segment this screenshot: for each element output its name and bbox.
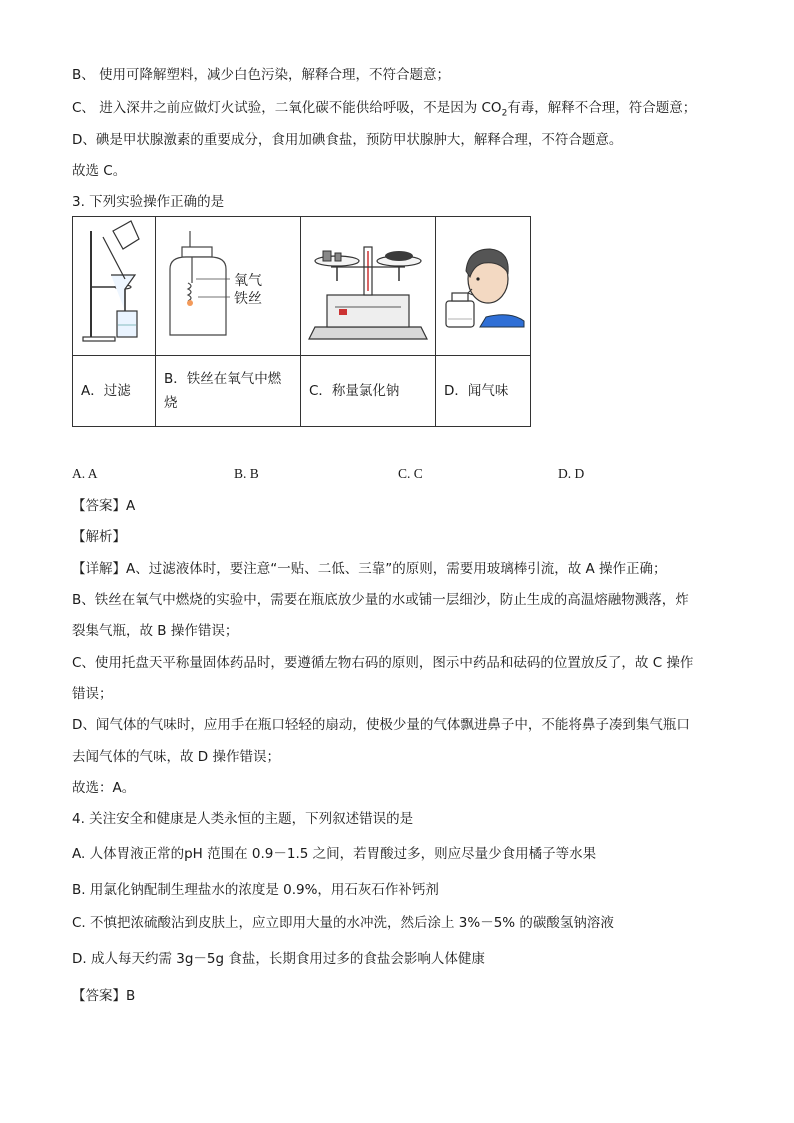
detail-line: B、铁丝在氧气中燃烧的实验中，需要在瓶底放少量的水或铺一层细沙，防止生成的高温熔融物溅落，炸 (72, 592, 689, 608)
detail-line: 裂集气瓶，故 B 操作错误； (72, 623, 239, 639)
question-4-stem: 4. 关注安全和健康是人类永恒的主题，下列叙述错误的是 (72, 811, 414, 827)
detail-line: 故选：A。 (72, 780, 136, 796)
caption-b: B．铁丝在氧气中燃烧 (156, 356, 301, 427)
label-iron-wire: 铁丝 (234, 291, 262, 307)
text-segment: 有毒，解释不合理，符合题意； (507, 100, 697, 116)
question-4-option-b: B. 用氯化钠配制生理盐水的浓度是 0.9%，用石灰石作补钙剂 (72, 882, 439, 898)
option-b: B. B (234, 466, 259, 481)
iron-combustion-figure (156, 217, 301, 356)
caption-d: D．闻气味 (436, 356, 531, 427)
caption-a: A．过滤 (73, 356, 156, 427)
label-oxygen: 氧气 (234, 273, 262, 289)
detail-line: 去闻气体的气味，故 D 操作错误； (72, 749, 280, 765)
detail-line: C、使用托盘天平称量固体药品时，要遵循左物右码的原则，图示中药品和砝码的位置放反了，故 C 操作 (72, 655, 694, 671)
detail-line: 【详解】A、过滤液体时，要注意“一贴、二低、三靠”的原则，需要用玻璃棒引流，故 A 操作正确； (72, 561, 667, 577)
option-a: A. A (72, 466, 98, 481)
question-4-option-c: C. 不慎把浓硫酸沾到皮肤上，应立即用大量的水冲洗，然后涂上 3%－5% 的碳酸氢钠溶液 (72, 915, 614, 931)
text-line (72, 99, 696, 123)
option-d: D. D (558, 466, 585, 481)
answer-label: 【答案】B (72, 988, 136, 1004)
text-line: D、碘是甲状腺激素的重要成分，食用加碘食盐，预防甲状腺肿大，解释合理，不符合题意。 (72, 132, 623, 148)
iron-combustion-illustration (156, 217, 300, 351)
question-4-option-a: A. 人体胃液正常的pH 范围在 0.9－1.5 之间，若胃酸过多，则应尽量少食用橘子等水果 (72, 846, 597, 862)
caption-c: C．称量氯化钠 (301, 356, 436, 427)
filtration-figure (73, 217, 156, 356)
text-line: 故选 C。 (72, 163, 127, 179)
analysis-label: 【解析】 (72, 529, 126, 545)
option-c: C. C (398, 466, 423, 481)
text-segment: C、 进入深井之前应做灯火试验，二氧化碳不能供给呼吸，不是因为 CO (72, 100, 502, 116)
balance-illustration (301, 217, 435, 351)
question-4-option-d: D. 成人每天约需 3g－5g 食盐，长期食用过多的食盐会影响人体健康 (72, 951, 485, 967)
text-line: B、 使用可降解塑料，减少白色污染，解释合理，不符合题意； (72, 67, 451, 83)
experiment-table (72, 216, 531, 427)
question-3-stem: 3. 下列实验操作正确的是 (72, 194, 225, 210)
option-row (72, 466, 732, 484)
detail-line: 错误； (72, 686, 113, 702)
answer-label: 【答案】A (72, 498, 136, 514)
detail-line: D、闻气体的气味时，应用手在瓶口轻轻的扇动，使极少量的气体飘进鼻子中，不能将鼻子凑到集气瓶口 (72, 717, 690, 733)
balance-figure (301, 217, 436, 356)
smelling-illustration (436, 217, 530, 351)
smelling-figure (436, 217, 531, 356)
filtration-illustration (73, 217, 155, 351)
subscript: 2 (501, 108, 508, 119)
